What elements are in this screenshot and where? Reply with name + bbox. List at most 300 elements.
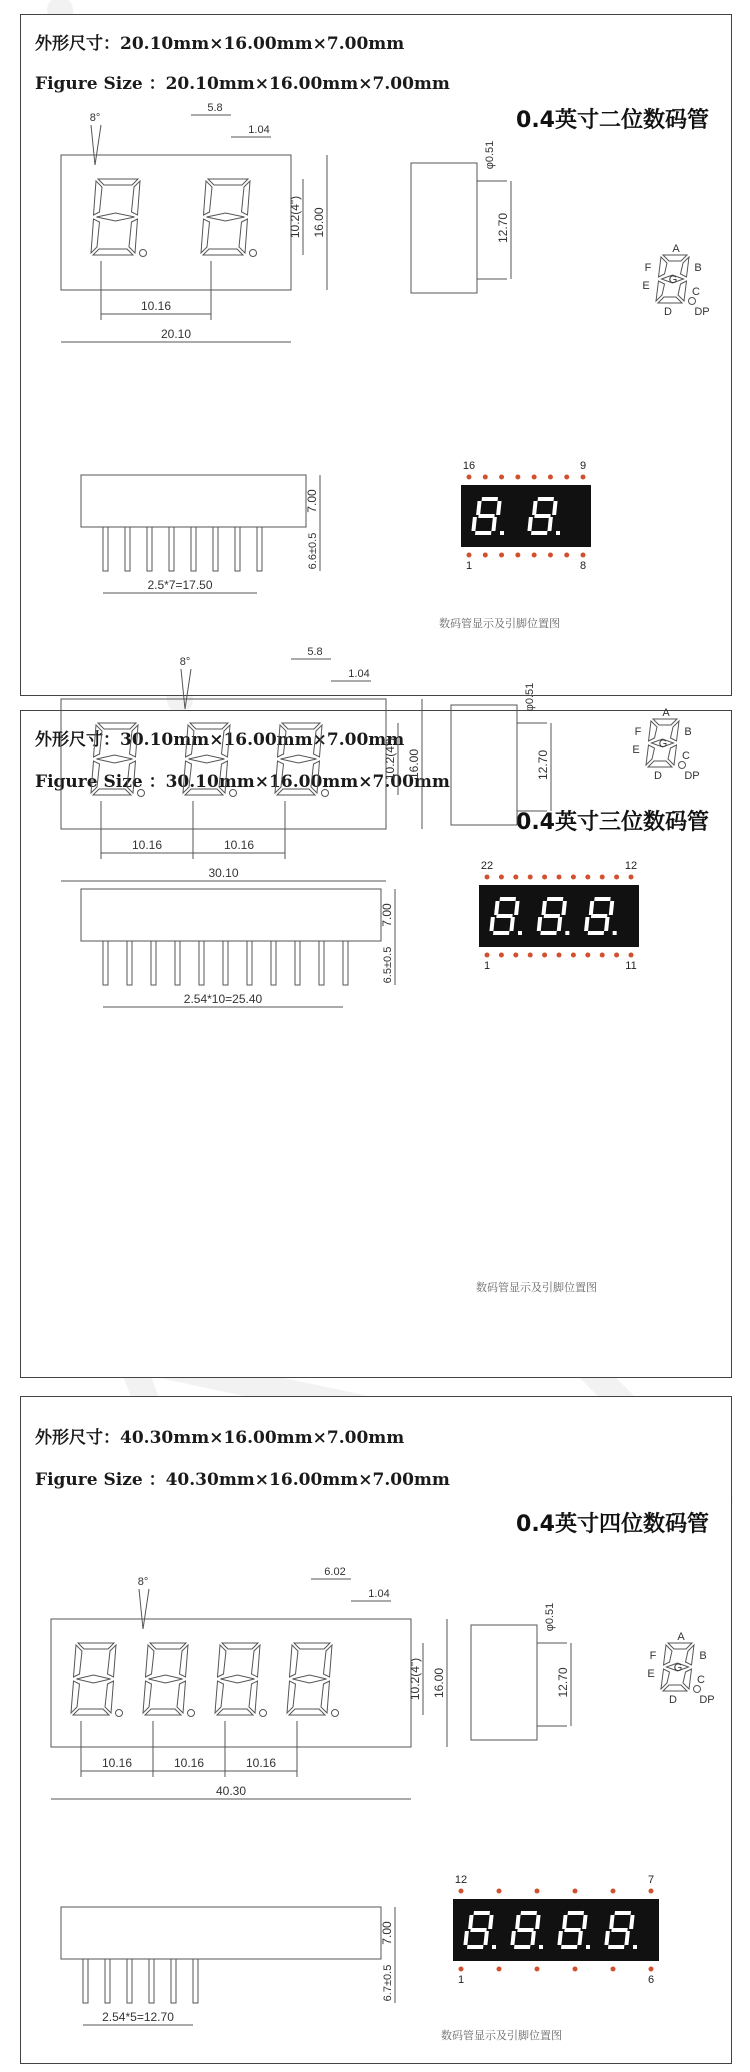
decimal-point-outline [322, 790, 329, 797]
seg-thickness-label: 1.04 [368, 1588, 390, 1600]
depth-label: 7.00 [305, 489, 319, 513]
lit-segment [534, 514, 550, 518]
segment-outline [98, 179, 138, 185]
lit-segment [611, 1928, 627, 1932]
seg-width-label: 6.02 [324, 1566, 346, 1578]
pin-dot-top [629, 875, 634, 880]
digit-outline [91, 179, 140, 255]
front-view-body [51, 1619, 411, 1747]
pin-dot-top [548, 475, 553, 480]
segment-outline [282, 723, 320, 729]
seg-width-label: 5.8 [307, 646, 323, 658]
digit-height-label: 10.2(4") [383, 737, 397, 781]
pin-dot-top [515, 475, 520, 480]
segment-outline [218, 1645, 227, 1677]
pin-number-top-right: 12 [624, 860, 638, 872]
segment-outline [275, 761, 284, 793]
pin-dot-bottom [542, 953, 547, 958]
pin-leg [247, 941, 252, 985]
pin-dot-top [532, 475, 537, 480]
pin-dot-top [542, 875, 547, 880]
decimal-point-outline [694, 1686, 701, 1693]
segment-outline [222, 1643, 258, 1649]
panel-four-digit [20, 1396, 732, 2064]
segment-outline [294, 1643, 330, 1649]
segment-outline [653, 719, 677, 725]
digit-height-label: 10.2(4") [408, 1657, 422, 1701]
pin-dot-bottom [581, 553, 586, 558]
segment-label-f: F [644, 262, 652, 274]
segment-label-g: G [658, 738, 668, 750]
pin-dot-bottom [571, 953, 576, 958]
pin-diameter-label: φ0.51 [524, 682, 536, 712]
segment-label-b: B [694, 262, 702, 274]
segment-label-c: C [697, 1674, 705, 1686]
lit-decimal-point [565, 931, 569, 935]
lit-decimal-point [556, 531, 560, 535]
pin-dot-top [611, 1889, 616, 1894]
lit-segment [608, 1945, 624, 1949]
segment-outline [132, 181, 141, 215]
segment-outline [204, 181, 213, 215]
segment-outline [678, 281, 687, 301]
segment-label-a: A [677, 1631, 685, 1643]
digit-outline [71, 1643, 116, 1715]
lit-segment [474, 1911, 490, 1915]
bottom-view-body [81, 889, 381, 941]
display-caption: 数码管显示及引脚位置图 [441, 2029, 562, 2042]
segment-outline [663, 1685, 687, 1691]
segment-outline [129, 219, 138, 253]
pin-leg [343, 941, 348, 985]
lit-decimal-point [633, 1945, 637, 1949]
segment-outline [222, 725, 231, 757]
segment-outline [311, 761, 320, 793]
pin-out-label: 6.6±0.5 [307, 532, 319, 570]
segment-outline [219, 761, 228, 793]
segment-label-d: D [654, 770, 662, 782]
segment-outline [94, 725, 103, 757]
segment-label-c: C [682, 750, 690, 762]
segment-label-g: G [668, 274, 678, 286]
decimal-point-outline [140, 250, 147, 257]
lit-decimal-point [586, 1945, 590, 1949]
segment-label-c: C [692, 286, 700, 298]
pin-number-top-left: 16 [462, 460, 476, 472]
pin-dot-top [557, 875, 562, 880]
pin-dot-top [485, 875, 490, 880]
digit-outline [275, 723, 322, 795]
size-cn: 外形尺寸：30.10mm×16.00mm×7.00mm [35, 730, 405, 750]
pitch-label: 10.16 [101, 1756, 133, 1770]
segment-outline [278, 725, 287, 757]
segment-label-d: D [664, 306, 672, 318]
pin-dot-top [459, 1889, 464, 1894]
lit-segment [547, 897, 563, 901]
pin-span-label: 2.5*7=17.50 [147, 578, 213, 592]
bottom-view-body [81, 475, 306, 527]
digit-outline [287, 1643, 332, 1715]
bottom-view-body [61, 1907, 381, 1959]
lit-decimal-point [539, 1945, 543, 1949]
pitch-label: 10.16 [173, 1756, 205, 1770]
segment-label-dp: DP [694, 306, 710, 318]
lit-segment [514, 1945, 530, 1949]
lit-segment [470, 1928, 486, 1932]
pin-leg [151, 941, 156, 985]
pin-leg [149, 1959, 154, 2003]
lit-segment [538, 497, 554, 501]
segment-outline [215, 1681, 224, 1713]
segment-outline [145, 1709, 181, 1715]
lit-segment [467, 1945, 483, 1949]
pin-number-top-right: 7 [647, 1874, 655, 1886]
pitch-label: 10.16 [245, 1756, 277, 1770]
segment-outline [190, 723, 228, 729]
segment-outline [648, 761, 672, 767]
pin-dot-bottom [535, 1967, 540, 1972]
segment-outline [146, 1645, 155, 1677]
pin-leg [193, 1959, 198, 2003]
pin-leg [295, 941, 300, 985]
segment-outline [289, 1709, 325, 1715]
front-view-body [61, 155, 291, 290]
segment-outline [242, 181, 251, 215]
lit-segment [517, 1928, 533, 1932]
pin-dot-bottom [459, 1967, 464, 1972]
angle-line [139, 1589, 143, 1629]
product-title: 0.4英寸四位数码管 [516, 1512, 709, 1537]
lit-segment [475, 531, 491, 535]
segment-outline [201, 219, 210, 253]
size-cn: 外形尺寸：20.10mm×16.00mm×7.00mm [35, 34, 405, 54]
pin-dot-bottom [585, 953, 590, 958]
pin-dot-top [499, 875, 504, 880]
lit-segment [500, 897, 516, 901]
segment-outline [105, 1681, 114, 1713]
digit-outline [201, 179, 250, 255]
angle-line [95, 125, 101, 165]
segment-outline [71, 1681, 80, 1713]
segment-outline [207, 213, 245, 221]
pin-leg [103, 941, 108, 985]
segment-outline [658, 297, 682, 303]
side-view-body [411, 163, 477, 293]
size-en: Figure Size ：20.10mm×16.00mm×7.00mm [35, 74, 450, 94]
depth-label: 7.00 [380, 1921, 394, 1945]
angle-line [143, 1589, 149, 1629]
segment-outline [664, 1645, 673, 1665]
pin-dot-bottom [548, 553, 553, 558]
pin-number-top-right: 9 [579, 460, 587, 472]
segment-outline [180, 1645, 189, 1677]
pin-dot-bottom [600, 953, 605, 958]
pin-number-top-left: 12 [454, 1874, 468, 1886]
front-view-body [61, 699, 386, 829]
pin-leg [235, 527, 240, 571]
segment-outline [649, 721, 658, 741]
width-label: 30.10 [208, 866, 239, 880]
size-cn: 外形尺寸：40.30mm×16.00mm×7.00mm [35, 1428, 405, 1448]
lit-decimal-point [492, 1945, 496, 1949]
lit-decimal-point [613, 931, 617, 935]
pin-diameter-label: φ0.51 [544, 1602, 556, 1632]
pin-number-bottom-left: 1 [483, 960, 491, 972]
segment-outline [290, 1645, 299, 1677]
segment-outline [287, 1681, 296, 1713]
decimal-point-outline [116, 1710, 123, 1717]
segment-outline [659, 257, 668, 277]
lit-segment [594, 897, 610, 901]
decimal-point-outline [332, 1710, 339, 1717]
panel-three-digit [20, 646, 732, 1378]
segment-label-f: F [634, 726, 642, 738]
pin-span-label: 2.54*10=25.40 [183, 992, 263, 1006]
segment-outline [130, 725, 139, 757]
pin-dot-top [467, 475, 472, 480]
segment-label-a: A [662, 707, 670, 719]
pin-leg [103, 527, 108, 571]
lit-segment [521, 1911, 537, 1915]
lit-decimal-point [518, 931, 522, 935]
pin-dot-bottom [513, 953, 518, 958]
pin-leg [223, 941, 228, 985]
lit-segment [493, 931, 509, 935]
segment-outline [93, 789, 131, 795]
segment-outline [324, 1645, 333, 1677]
pin-leg [319, 941, 324, 985]
angle-label: 8° [137, 1576, 149, 1588]
segment-outline [73, 1709, 109, 1715]
segment-outline [97, 213, 135, 221]
segment-outline [217, 1709, 253, 1715]
pin-dot-top [600, 875, 605, 880]
angle-label: 8° [179, 656, 191, 668]
product-title: 0.4英寸三位数码管 [516, 810, 709, 835]
segment-outline [663, 255, 687, 261]
pin-dot-top [535, 1889, 540, 1894]
digit-outline [143, 1643, 188, 1715]
pin-number-bottom-right: 8 [579, 560, 587, 572]
pin-dot-top [614, 875, 619, 880]
segment-outline [149, 1675, 183, 1683]
pin-dot-bottom [532, 553, 537, 558]
decimal-point-outline [250, 250, 257, 257]
decimal-point-outline [138, 790, 145, 797]
segment-outline [314, 725, 323, 757]
pin-number-bottom-left: 1 [457, 1974, 465, 1986]
dimension-drawing [21, 15, 731, 695]
digit-outline [215, 1643, 260, 1715]
decimal-point-outline [260, 1710, 267, 1717]
pin-dot-bottom [564, 553, 569, 558]
pin-dot-bottom [629, 953, 634, 958]
depth-label: 7.00 [380, 903, 394, 927]
decimal-point-outline [188, 1710, 195, 1717]
pin-dot-top [497, 1889, 502, 1894]
pin-dot-bottom [614, 953, 619, 958]
pin-dot-bottom [497, 1967, 502, 1972]
pin-dot-bottom [485, 953, 490, 958]
segment-outline [203, 249, 243, 255]
width-label: 40.30 [215, 1784, 247, 1798]
segment-outline [108, 1645, 117, 1677]
segment-label-a: A [672, 243, 680, 255]
segment-outline [683, 1669, 692, 1689]
segment-label-b: B [699, 1650, 707, 1662]
lit-segment [482, 497, 498, 501]
segment-outline [78, 1643, 114, 1649]
seg-thickness-label: 1.04 [248, 124, 270, 136]
pin-number-bottom-right: 11 [625, 960, 637, 972]
segment-outline [668, 1643, 692, 1649]
pin-number-bottom-right: 6 [647, 1974, 655, 1986]
decimal-point-outline [689, 298, 696, 305]
size-en: Figure Size ：30.10mm×16.00mm×7.00mm [35, 772, 450, 792]
size-en: Figure Size ：40.30mm×16.00mm×7.00mm [35, 1470, 450, 1490]
segment-label-e: E [632, 744, 640, 756]
pin-dot-top [513, 875, 518, 880]
pin-leg [127, 1959, 132, 2003]
decimal-point-outline [230, 790, 237, 797]
lit-segment [591, 914, 607, 918]
pin-span-label: 2.54*5=12.70 [102, 2010, 174, 2024]
lit-segment [564, 1928, 580, 1932]
pin-out-label: 6.5±0.5 [382, 946, 394, 984]
segment-outline [186, 725, 195, 757]
lit-decimal-point [500, 531, 504, 535]
lit-segment [531, 531, 547, 535]
height-label: 16.00 [432, 1667, 446, 1699]
segment-outline [77, 1675, 111, 1683]
seg-width-label: 5.8 [207, 102, 223, 114]
pitch-label: 10.16 [140, 299, 172, 313]
pin-leg [169, 527, 174, 571]
pin-dot-bottom [649, 1967, 654, 1972]
segment-outline [91, 219, 100, 253]
pitch-label: 10.16 [223, 838, 255, 852]
angle-line [91, 125, 95, 165]
lit-segment [540, 931, 556, 935]
pin-leg [213, 527, 218, 571]
pin-dot-bottom [483, 553, 488, 558]
pin-dot-top [581, 475, 586, 480]
pin-leg [199, 941, 204, 985]
pin-leg [271, 941, 276, 985]
segment-outline [277, 789, 315, 795]
pin-leg [175, 941, 180, 985]
pin-dot-top [571, 875, 576, 880]
pin-leg [105, 1959, 110, 2003]
segment-outline [150, 1643, 186, 1649]
pin-dot-bottom [467, 553, 472, 558]
pin-leg [257, 527, 262, 571]
dimension-drawing [21, 646, 731, 1377]
pin-leg [83, 1959, 88, 2003]
seg-thickness-label: 1.04 [348, 668, 370, 680]
pin-leg [191, 527, 196, 571]
side-view-body [451, 705, 517, 825]
pin-leg [125, 527, 130, 571]
segment-outline [183, 761, 192, 793]
segment-label-f: F [649, 1650, 657, 1662]
digit-outline [183, 723, 230, 795]
pin-leg [127, 941, 132, 985]
pin-dot-top [564, 475, 569, 480]
product-title: 0.4英寸二位数码管 [516, 108, 709, 133]
lit-segment [496, 914, 512, 918]
segment-label-e: E [642, 280, 650, 292]
pin-dot-top [573, 1889, 578, 1894]
pin-leg [147, 527, 152, 571]
pin-leg [171, 1959, 176, 2003]
pitch-label: 10.16 [131, 838, 163, 852]
segment-outline [74, 1645, 83, 1677]
segment-outline [143, 1681, 152, 1713]
segment-outline [127, 761, 136, 793]
lit-segment [544, 914, 560, 918]
segment-outline [239, 219, 248, 253]
pin-dot-bottom [528, 953, 533, 958]
display-caption: 数码管显示及引脚位置图 [476, 1281, 597, 1294]
segment-outline [668, 745, 677, 765]
segment-label-b: B [684, 726, 692, 738]
segment-label-dp: DP [684, 770, 700, 782]
pin-dot-bottom [515, 553, 520, 558]
segment-label-g: G [673, 1662, 683, 1674]
segment-outline [208, 179, 248, 185]
segment-outline [221, 1675, 255, 1683]
segment-outline [94, 181, 103, 215]
pin-dot-bottom [499, 953, 504, 958]
pin-dot-bottom [611, 1967, 616, 1972]
segment-outline [91, 761, 100, 793]
digit-height-label: 10.2(4") [288, 195, 302, 239]
lit-segment [568, 1911, 584, 1915]
segment-outline [321, 1681, 330, 1713]
segment-outline [293, 1675, 327, 1683]
segment-label-d: D [669, 1694, 677, 1706]
lit-segment [478, 514, 494, 518]
decimal-point-outline [679, 762, 686, 769]
pin-dot-bottom [573, 1967, 578, 1972]
height-label: 16.00 [407, 748, 421, 780]
pin-out-label: 6.7±0.5 [382, 1964, 394, 2002]
dimension-drawing [21, 1397, 731, 2063]
segment-outline [189, 755, 225, 763]
lit-segment [561, 1945, 577, 1949]
pin-number-top-left: 22 [480, 860, 494, 872]
angle-label: 8° [89, 112, 101, 124]
pin-dot-top [483, 475, 488, 480]
display-caption: 数码管显示及引脚位置图 [439, 617, 560, 630]
segment-outline [185, 789, 223, 795]
pin-length-label: 12.70 [556, 1667, 570, 1698]
pin-diameter-label: φ0.51 [484, 140, 496, 170]
digit-outline [91, 723, 138, 795]
pin-dot-bottom [557, 953, 562, 958]
pin-dot-bottom [499, 553, 504, 558]
height-label: 16.00 [312, 207, 326, 238]
segment-outline [177, 1681, 186, 1713]
segment-outline [93, 249, 133, 255]
pin-dot-top [528, 875, 533, 880]
pin-length-label: 12.70 [496, 212, 510, 244]
lit-segment [615, 1911, 631, 1915]
segment-outline [97, 755, 133, 763]
width-label: 20.10 [160, 327, 192, 341]
segment-label-e: E [647, 1668, 655, 1680]
